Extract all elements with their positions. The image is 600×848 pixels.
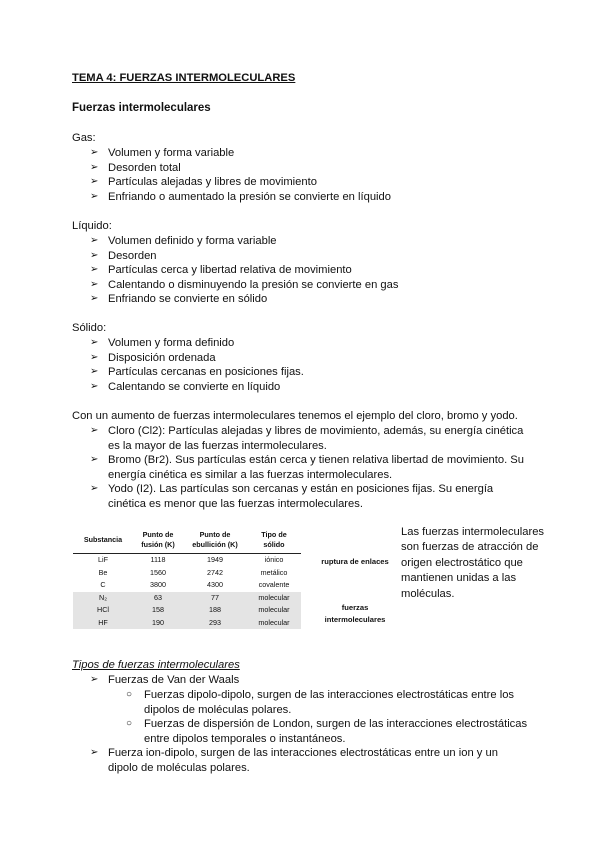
solido-list	[90, 336, 304, 394]
fuerzas-intermoleculares-label: fuerzas intermoleculares	[324, 603, 386, 624]
arrow-bullet-icon: ➢	[90, 366, 99, 378]
page-title: TEMA 4: FUERZAS INTERMOLECULARES	[72, 72, 296, 84]
table-row: Be 1560 2742 metálico	[98, 567, 288, 577]
list-item: ➢ Fuerzas de Van der Waals	[90, 674, 240, 686]
list-item: ○ Fuerzas de dispersión de London, surgen de las interacciones electrostáticas entre dipolos temporales o instantáneos.	[126, 718, 528, 745]
list-item: ➢ Volumen definido y forma variable	[90, 235, 277, 247]
header-cell: Punto de fusión (K)	[141, 530, 175, 549]
list-item: ➢ Desorden total	[90, 161, 181, 174]
gas-list	[90, 146, 391, 204]
circle-bullet-icon: ○	[126, 689, 133, 700]
arrow-bullet-icon: ➢	[90, 264, 99, 276]
intro-paragraph: Con un aumento de fuerzas intermoleculares tenemos el ejemplo del cloro, bromo y yodo.	[72, 410, 518, 422]
table-row: LiF 1118 1949 iónico	[73, 554, 301, 567]
list-item: ➢ Calentando se convierte en líquido	[90, 380, 281, 393]
arrow-bullet-icon: ➢	[90, 147, 99, 158]
arrow-bullet-icon: ➢	[90, 425, 99, 436]
list-item: ➢ Enfriando o aumentado la presión se convierte en líquido	[90, 190, 391, 203]
arrow-bullet-icon: ➢	[90, 176, 99, 188]
arrow-bullet-icon: ➢	[90, 278, 99, 290]
vdw-sub-list	[126, 688, 546, 746]
list-item: ➢ Volumen y forma definido	[90, 337, 235, 349]
table-row: C 3800 4300 covalente	[100, 580, 290, 589]
list-item: ➢ Fuerza ion-dipolo, surgen de las interacciones electrostáticas entre un ion y un dipolo de moléculas polares.	[90, 747, 498, 774]
arrow-bullet-icon: ➢	[90, 337, 99, 348]
ion-dipolo-list	[90, 746, 520, 775]
arrow-bullet-icon: ➢	[90, 235, 99, 246]
table-row: HCl 158 188 molecular	[73, 604, 301, 617]
circle-bullet-icon: ○	[126, 718, 133, 730]
arrow-bullet-icon: ➢	[90, 293, 99, 305]
table-row: N₂ 63 77 molecular	[73, 592, 301, 605]
arrow-bullet-icon: ➢	[90, 161, 99, 173]
section-subtitle: Fuerzas intermoleculares	[72, 102, 211, 114]
ruptura-enlaces-label: ruptura de enlaces	[321, 557, 389, 566]
header-cell: Tipo de sólido	[261, 530, 287, 549]
arrow-bullet-icon: ➢	[90, 454, 99, 466]
list-item: ➢ Enfriando se convierte en sólido	[90, 293, 268, 306]
types-heading: Tipos de fuerzas intermoleculares	[72, 659, 240, 671]
arrow-bullet-icon: ➢	[90, 351, 99, 363]
table-header-row	[73, 527, 301, 554]
list-item: ➢ Volumen y forma variable	[90, 147, 235, 159]
arrow-bullet-icon: ➢	[90, 190, 99, 202]
list-item: ➢ Desorden	[90, 249, 157, 262]
solido-label: Sólido:	[72, 322, 107, 334]
arrow-bullet-icon: ➢	[90, 747, 99, 758]
list-item: ➢ Partículas cerca y libertad relativa de movimiento	[90, 264, 352, 277]
arrow-bullet-icon: ➢	[90, 483, 99, 495]
list-item: ➢ Cloro (Cl2): Partículas alejadas y libres de movimiento, además, su energía cinética es la mayor de las fuerzas intermoleculares.	[90, 425, 524, 452]
gas-label: Gas:	[72, 132, 96, 144]
liquido-label: Líquido:	[72, 220, 112, 232]
list-item: ○ Fuerzas dipolo-dipolo, surgen de las interacciones electrostáticas entre los dipolos de moléculas polares.	[126, 689, 515, 716]
list-item: ➢ Partículas cercanas en posiciones fijas.	[90, 366, 304, 379]
side-note: Las fuerzas intermoleculares son fuerzas de atracción de origen electrostático que mantienen unidas a las moléculas.	[401, 526, 545, 600]
header-cell: Substancia	[83, 535, 123, 544]
table-row: HF 190 293 molecular	[73, 617, 301, 630]
examples-list	[90, 424, 530, 512]
arrow-bullet-icon: ➢	[90, 674, 99, 685]
list-item: ➢ Disposición ordenada	[90, 351, 216, 364]
properties-table	[73, 527, 301, 629]
list-item: ➢ Partículas alejadas y libres de movimiento	[90, 176, 317, 189]
liquido-list	[90, 234, 398, 307]
list-item: ➢ Bromo (Br2). Sus partículas están cerca y tienen relativa libertad de movimiento. Su energía cinética es similar a las fuerzas intermoleculares.	[90, 454, 524, 481]
arrow-bullet-icon: ➢	[90, 249, 99, 261]
vdw-list	[90, 673, 239, 688]
list-item: ➢ Yodo (I2). Las partículas son cercanas y están en posiciones fijas. Su energía cinética es menor que las fuerzas intermoleculares.	[90, 483, 494, 510]
header-cell: Punto de ebullición (K)	[192, 530, 238, 549]
arrow-bullet-icon: ➢	[90, 380, 99, 392]
list-item: ➢ Calentando o disminuyendo la presión se convierte en gas	[90, 278, 399, 291]
